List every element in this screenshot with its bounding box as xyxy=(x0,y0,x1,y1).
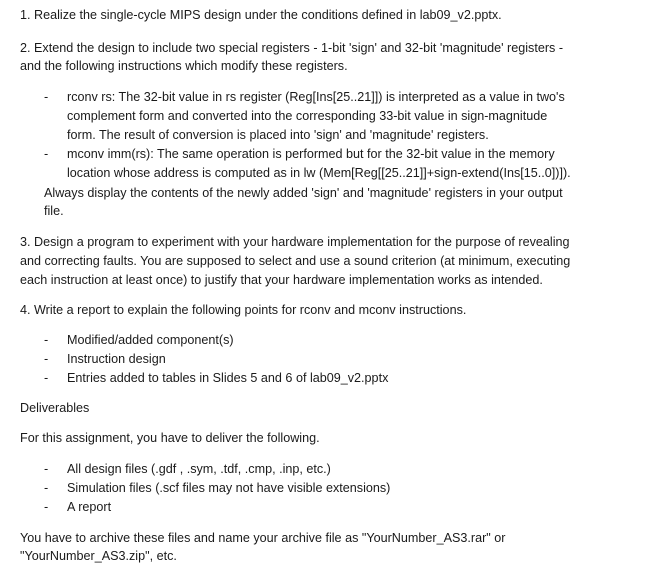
deliverable-design-files: All design files (.gdf , .sym, .tdf, .cmp, .inp, etc.) xyxy=(67,462,331,476)
item-3-line-2: and correcting faults. You are supposed to select and use a sound criterion (at minimum, executing xyxy=(20,254,571,268)
deliverable-simulation-files: Simulation files (.scf files may not have visible extensions) xyxy=(67,481,391,495)
item-2-line-1: 2. Extend the design to include two special registers - 1-bit 'sign' and 32-bit 'magnitude' registers - xyxy=(20,41,564,55)
item-4-bullet-1: Modified/added component(s) xyxy=(67,333,234,347)
item-3-line-1: 3. Design a program to experiment with your hardware implementation for the purpose of revealing xyxy=(20,235,570,249)
deliverables-intro: For this assignment, you have to deliver the following. xyxy=(20,431,320,445)
deliverables-heading: Deliverables xyxy=(20,401,90,415)
rconv-description-line-3: form. The result of conversion is placed into 'sign' and 'magnitude' registers. xyxy=(67,128,489,142)
item-2-note-line-1: Always display the contents of the newly added 'sign' and 'magnitude' registers in your output xyxy=(44,186,563,200)
bullet-dash: - xyxy=(44,481,49,495)
deliverable-report: A report xyxy=(67,500,112,514)
item-2-line-2: and the following instructions which modify these registers. xyxy=(20,59,348,73)
item-4-intro: 4. Write a report to explain the following points for rconv and mconv instructions. xyxy=(20,303,467,317)
item-4-bullet-2: Instruction design xyxy=(67,352,166,366)
item-3-line-3: each instruction at least once) to justify that your hardware implementation works as intended. xyxy=(20,273,543,287)
item-4-bullet-3: Entries added to tables in Slides 5 and 6 of lab09_v2.pptx xyxy=(67,371,389,385)
archive-instruction-line-1: You have to archive these files and name your archive file as "YourNumber_AS3.rar" or xyxy=(20,531,506,545)
mconv-description-line-1: mconv imm(rs): The same operation is performed but for the 32-bit value in the memory xyxy=(67,147,555,161)
rconv-description-line-1: rconv rs: The 32-bit value in rs register (Reg[Ins[25..21]]) is interpreted as a value in two's xyxy=(67,90,565,104)
item-2-note-line-2: file. xyxy=(44,204,64,218)
archive-instruction-line-2: "YourNumber_AS3.zip", etc. xyxy=(20,549,177,563)
bullet-dash: - xyxy=(44,333,49,347)
mconv-description-line-2: location whose address is computed as in lw (Mem[Reg[[25..21]]+sign-extend(Ins[15..0])]). xyxy=(67,166,571,180)
bullet-dash: - xyxy=(44,90,49,104)
bullet-dash: - xyxy=(44,371,49,385)
bullet-dash: - xyxy=(44,462,49,476)
rconv-description-line-2: complement form and converted into the corresponding 33-bit value in sign-magnitude xyxy=(67,109,548,123)
bullet-dash: - xyxy=(44,352,49,366)
bullet-dash: - xyxy=(44,500,49,514)
bullet-dash: - xyxy=(44,147,49,161)
item-1-text: 1. Realize the single-cycle MIPS design under the conditions defined in lab09_v2.pptx. xyxy=(20,8,502,22)
